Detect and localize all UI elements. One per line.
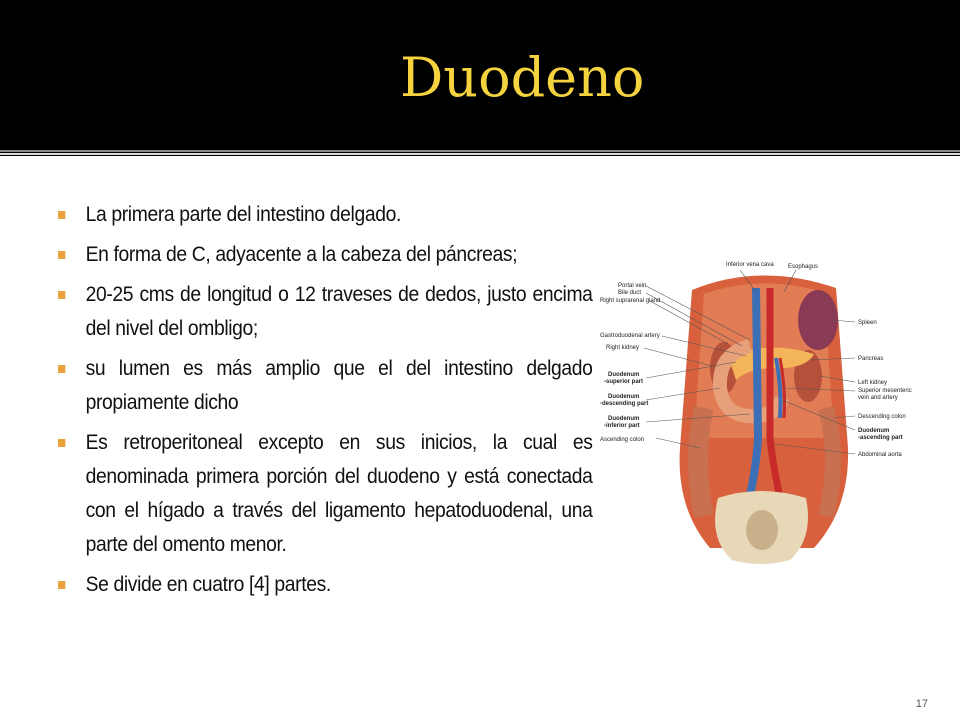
slide-title: Duodeno	[400, 46, 645, 109]
figure-label: Gastroduodenal artery	[600, 333, 660, 339]
figure-label: Duodenum	[608, 372, 640, 378]
figure-label: Right kidney	[606, 345, 640, 351]
bullet-item	[58, 278, 593, 346]
slide-content	[0, 156, 960, 720]
figure-label: Inferior vena cava	[726, 262, 774, 268]
figure-label: Descending colon	[858, 414, 906, 420]
figure-label: Bile duct	[618, 290, 642, 296]
header-divider-light	[0, 153, 960, 155]
bullet-item	[58, 238, 593, 272]
figure-label: vein and artery	[858, 395, 898, 401]
figure-label: Superior mesenteric	[858, 388, 912, 394]
square-bullet-icon	[58, 291, 65, 299]
page-number: 17	[915, 698, 928, 710]
figure-label: Portal vein	[618, 283, 647, 289]
square-bullet-icon	[58, 439, 65, 447]
duodenum-anatomy-figure	[600, 248, 920, 576]
figure-label: -superior part	[604, 379, 644, 385]
square-bullet-icon	[58, 365, 65, 373]
anatomy-illustration	[600, 248, 920, 576]
bullet-text: Es retroperitoneal excepto en sus inicios, la cual es denominada primera porción del duodeno y está conectada con el hígado a través del ligamento hepatoduodenal, una parte del omento menor.	[85, 431, 593, 556]
title-bar	[0, 0, 960, 150]
square-bullet-icon	[58, 581, 65, 589]
figure-label: Duodenum	[608, 416, 640, 422]
bullet-item	[58, 426, 593, 562]
square-bullet-icon	[58, 211, 65, 219]
figure-label: Spleen	[858, 320, 877, 326]
figure-label: Abdominal aorta	[858, 452, 902, 458]
header-divider	[0, 150, 960, 152]
figure-label: -descending part	[600, 401, 649, 407]
bullet-text: La primera parte del intestino delgado.	[85, 203, 401, 226]
bullet-item	[58, 352, 593, 420]
figure-label: Ascending colon	[600, 437, 645, 443]
bullet-text: Se divide en cuatro [4] partes.	[85, 573, 331, 596]
bullet-item	[58, 568, 593, 602]
bullet-list	[58, 198, 593, 608]
bullet-item	[58, 198, 593, 232]
figure-label: Right suprarenal gland	[600, 298, 661, 304]
bullet-text: su lumen es más amplio que el del intestino delgado propiamente dicho	[85, 357, 593, 414]
figure-label: Left kidney	[858, 380, 888, 386]
figure-label: Pancreas	[858, 356, 884, 362]
figure-label: -ascending part	[858, 435, 903, 441]
figure-label: Duodenum	[608, 394, 640, 400]
figure-label: Esophagus	[788, 264, 819, 270]
figure-label: -inferior part	[604, 423, 640, 429]
square-bullet-icon	[58, 251, 65, 259]
figure-label: Duodenum	[858, 428, 890, 434]
bullet-text: En forma de C, adyacente a la cabeza del páncreas;	[85, 243, 518, 266]
bullet-text: 20-25 cms de longitud o 12 traveses de dedos, justo encima del nivel del ombligo;	[85, 283, 593, 340]
